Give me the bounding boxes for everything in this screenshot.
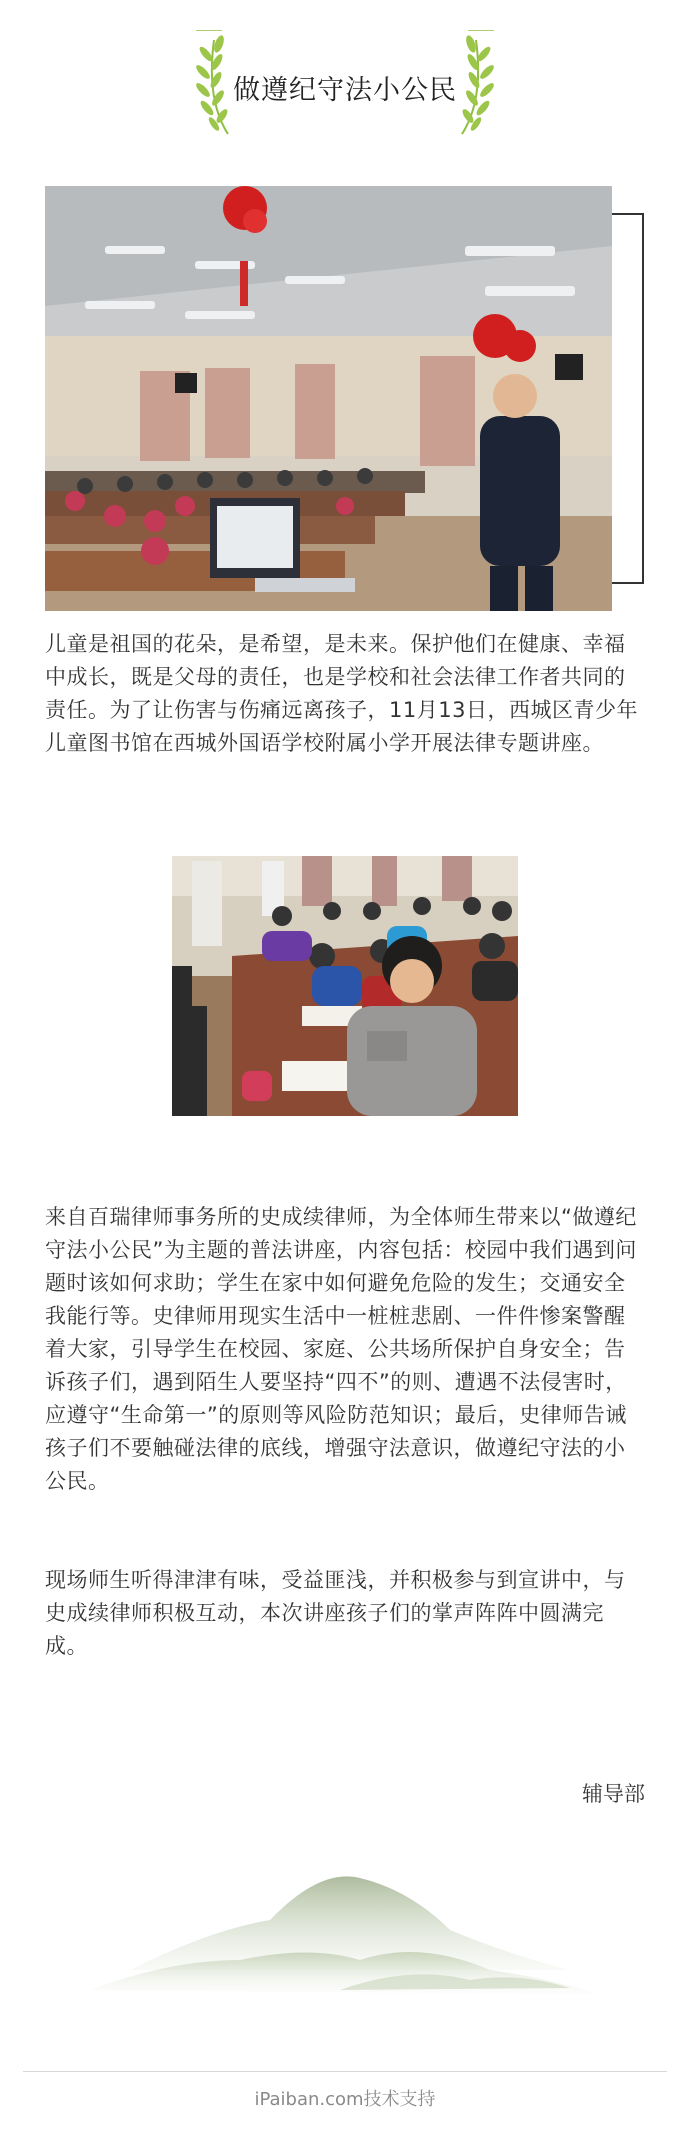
ink-mountains-decoration	[90, 1860, 600, 2010]
article-paragraph-3: 现场师生听得津津有味，受益匪浅，并积极参与到宣讲中，与史成续律师积极互动，本次讲座孩子们的掌声阵阵中圆满完成。	[45, 1568, 626, 1658]
article-paragraph-1: 儿童是祖国的花朵，是希望，是未来。保护他们在健康、幸福中成长，既是父母的责任，也是学校和社会法律工作者共同的责任。为了让伤害与伤痛远离孩子，11月13日，西城区青少年儿童图书馆在西城外国语学校附属小学开展法律专题讲座。	[45, 632, 638, 755]
students-writing-photo	[172, 856, 518, 1116]
photo-frame-bracket	[612, 213, 644, 584]
title-section	[0, 30, 690, 140]
page-title: 做遵纪守法小公民	[233, 75, 457, 106]
footer-divider	[23, 2071, 667, 2072]
classroom-lecture-photo	[45, 186, 612, 611]
footer-credit[interactable]: iPaiban.com技术支持	[254, 2089, 436, 2110]
signature: 辅导部	[582, 1782, 645, 1806]
article-paragraph-2: 来自百瑞律师事务所的史成续律师，为全体师生带来以“做遵纪守法小公民”为主题的普法讲座，内容包括：校园中我们遇到问题时该如何求助；学生在家中如何避免危险的发生；交通安全我能行等。史律师用现实生活中一桩桩悲剧、一件件惨案警醒着大家，引导学生在校园、家庭、公共场所保护自身安全；告诉孩子们，遇到陌生人要坚持“四不”的则、遭遇不法侵害时，应遵守“生命第一”的原则等风险防范知识；最后，史律师告诫孩子们不要触碰法律的底线，增强守法意识，做遵纪守法的小公民。	[45, 1205, 637, 1493]
laurel-right-icon	[454, 30, 498, 140]
